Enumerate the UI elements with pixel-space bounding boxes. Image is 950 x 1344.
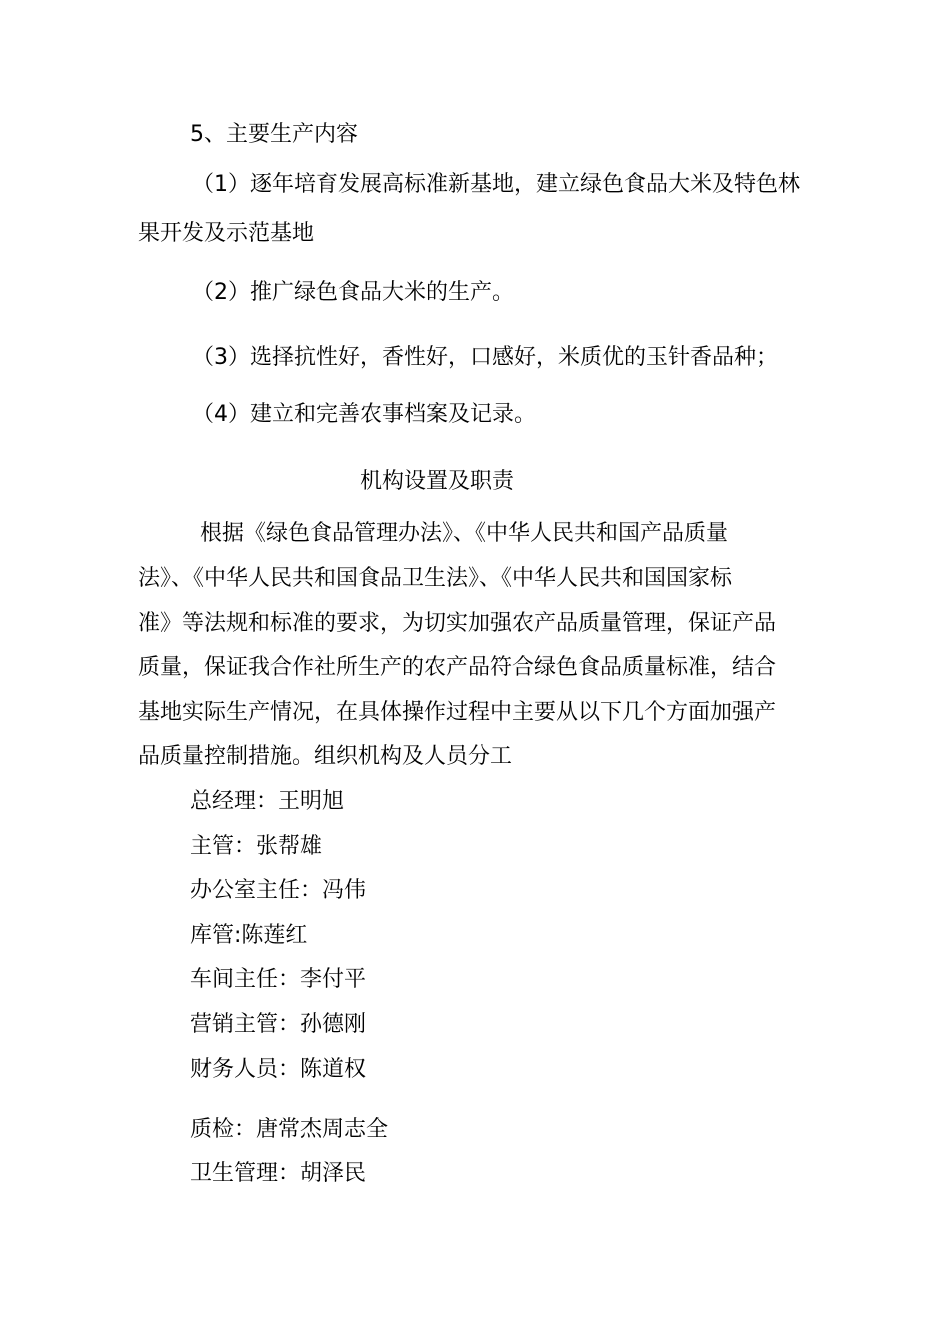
staff-item: 办公室主任：冯伟 bbox=[190, 878, 367, 903]
list-item-2: （2）推广绿色食品大米的生产。 bbox=[192, 280, 514, 305]
staff-item: 卫生管理：胡泽民 bbox=[190, 1161, 367, 1186]
paragraph-line-4: 质量，保证我合作社所生产的农产品符合绿色食品质量标准，结合 bbox=[138, 655, 777, 680]
list-item-3: （3）选择抗性好，香性好，口感好，米质优的玉针香品种； bbox=[192, 345, 778, 370]
staff-item: 车间主任：李付平 bbox=[190, 967, 367, 992]
staff-item: 库管:陈莲红 bbox=[190, 923, 308, 948]
section-title: 机构设置及职责 bbox=[359, 469, 514, 494]
paragraph-line-2: 法》、《中华人民共和国食品卫生法》、《中华人民共和国国家标 bbox=[138, 566, 733, 591]
staff-item: 财务人员：陈道权 bbox=[190, 1057, 367, 1082]
paragraph-line-1: 根据《绿色食品管理办法》、《中华人民共和国产品质量 bbox=[200, 521, 729, 546]
paragraph-line-3: 准》等法规和标准的要求，为切实加强农产品质量管理，保证产品 bbox=[138, 611, 777, 636]
list-item-1-line-2: 果开发及示范基地 bbox=[138, 221, 315, 246]
staff-item: 质检：唐常杰周志全 bbox=[190, 1117, 389, 1142]
paragraph-line-5: 基地实际生产情况，在具体操作过程中主要从以下几个方面加强产 bbox=[138, 700, 777, 725]
paragraph-line-6: 品质量控制措施。组织机构及人员分工 bbox=[138, 744, 513, 769]
staff-item: 总经理：王明旭 bbox=[190, 789, 345, 814]
staff-item: 主管：张帮雄 bbox=[190, 834, 323, 859]
list-item-4: （4）建立和完善农事档案及记录。 bbox=[192, 402, 536, 427]
list-item-1-line-1: （1）逐年培育发展高标准新基地，建立绿色食品大米及特色林 bbox=[192, 172, 800, 197]
staff-item: 营销主管：孙德刚 bbox=[190, 1012, 367, 1037]
section-heading: 5、主要生产内容 bbox=[190, 122, 358, 147]
